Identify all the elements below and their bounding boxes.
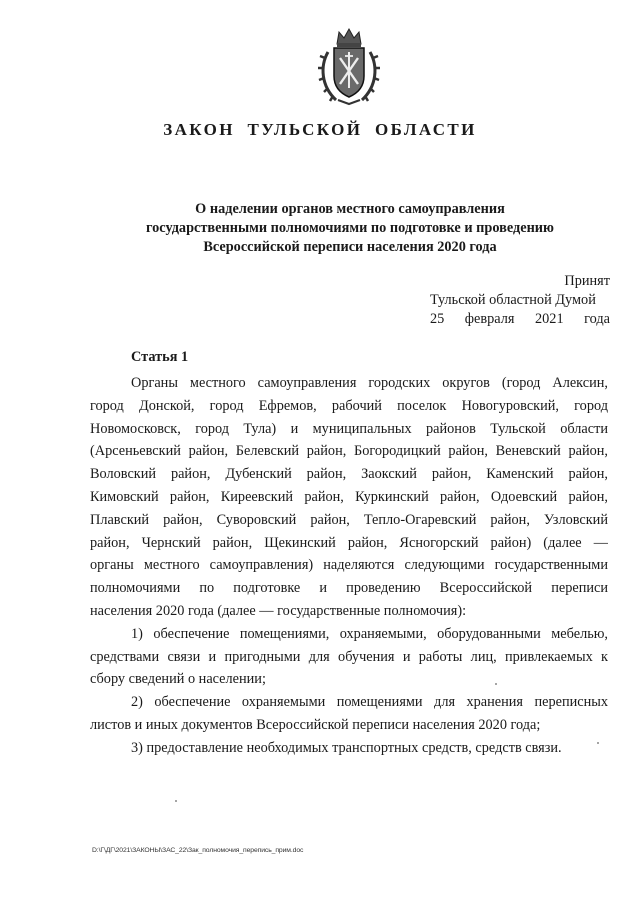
body-line: Воловский район, Дубенский район, Заокский район, Каменский район, <box>90 466 608 483</box>
body-line: средствами связи и пригодными для обучения и работы лиц, привлекаемых к <box>90 648 608 665</box>
body-line: органы местного самоуправления) наделяются следующими государственными <box>90 557 608 574</box>
body-line: полномочиями по подготовке и проведению Всероссийской переписи <box>90 580 608 597</box>
adoption-month: февраля <box>464 311 515 327</box>
list-item: 1) обеспечение помещениями, охраняемыми, оборудованными мебелью, <box>131 625 608 642</box>
body-line: Плавский район, Суворовский район, Тепло-Огаревский район, Узловский <box>90 511 608 528</box>
adoption-date <box>430 310 610 329</box>
adoption-day: 25 <box>430 311 445 327</box>
law-title: ЗАКОН ТУЛЬСКОЙ ОБЛАСТИ <box>163 120 477 139</box>
body-line: Новомосковск, город Тула) и муниципальных районов Тульской области <box>90 420 608 437</box>
article-title: Статья 1 <box>131 349 189 365</box>
heading-line: государственными полномочиями по подготовке и проведению <box>146 220 554 236</box>
tula-coat-of-arms-emblem <box>318 26 380 106</box>
scan-speck <box>597 742 599 744</box>
file-path-footer: D:\Г\ДГ\2021\ЗАКОНЫ\ЗАС_22\Зак_полномочия_перепись_прим.doc <box>92 847 304 854</box>
body-line: Органы местного самоуправления городских округов (город Алексин, <box>131 375 608 391</box>
body-line: Кимовский район, Киреевский район, Куркинский район, Одоевский район, <box>90 488 608 505</box>
article-body <box>90 372 608 760</box>
list-item: 2) обеспечение охраняемыми помещениями для хранения переписных <box>131 694 608 711</box>
adopted-by: Тульской областной Думой <box>430 292 596 308</box>
body-line: (Арсеньевский район, Белевский район, Богородицкий район, Веневский район, <box>90 443 608 460</box>
law-heading <box>120 200 580 257</box>
adoption-year-word: года <box>584 311 610 327</box>
body-line: населения 2020 года (далее — государственные полномочия): <box>90 602 467 619</box>
scan-speck <box>495 683 497 685</box>
body-line: листов и иных документов Всероссийской переписи населения 2020 года; <box>90 716 541 733</box>
scan-speck <box>175 800 177 802</box>
list-item: 3) предоставление необходимых транспортных средств, средств связи. <box>131 739 562 756</box>
body-line: город Донской, город Ефремов, рабочий поселок Новогуровский, город <box>90 397 608 414</box>
adoption-block <box>430 272 610 329</box>
heading-line: О наделении органов местного самоуправления <box>195 201 505 217</box>
heading-line: Всероссийской переписи населения 2020 года <box>203 239 497 255</box>
body-line: район, Чернский район, Щекинский район, Ясногорский район) (далее — <box>90 534 608 551</box>
body-line: сбору сведений о населении; <box>90 671 266 688</box>
adoption-year: 2021 <box>535 311 564 327</box>
adopted-label: Принят <box>564 273 610 289</box>
